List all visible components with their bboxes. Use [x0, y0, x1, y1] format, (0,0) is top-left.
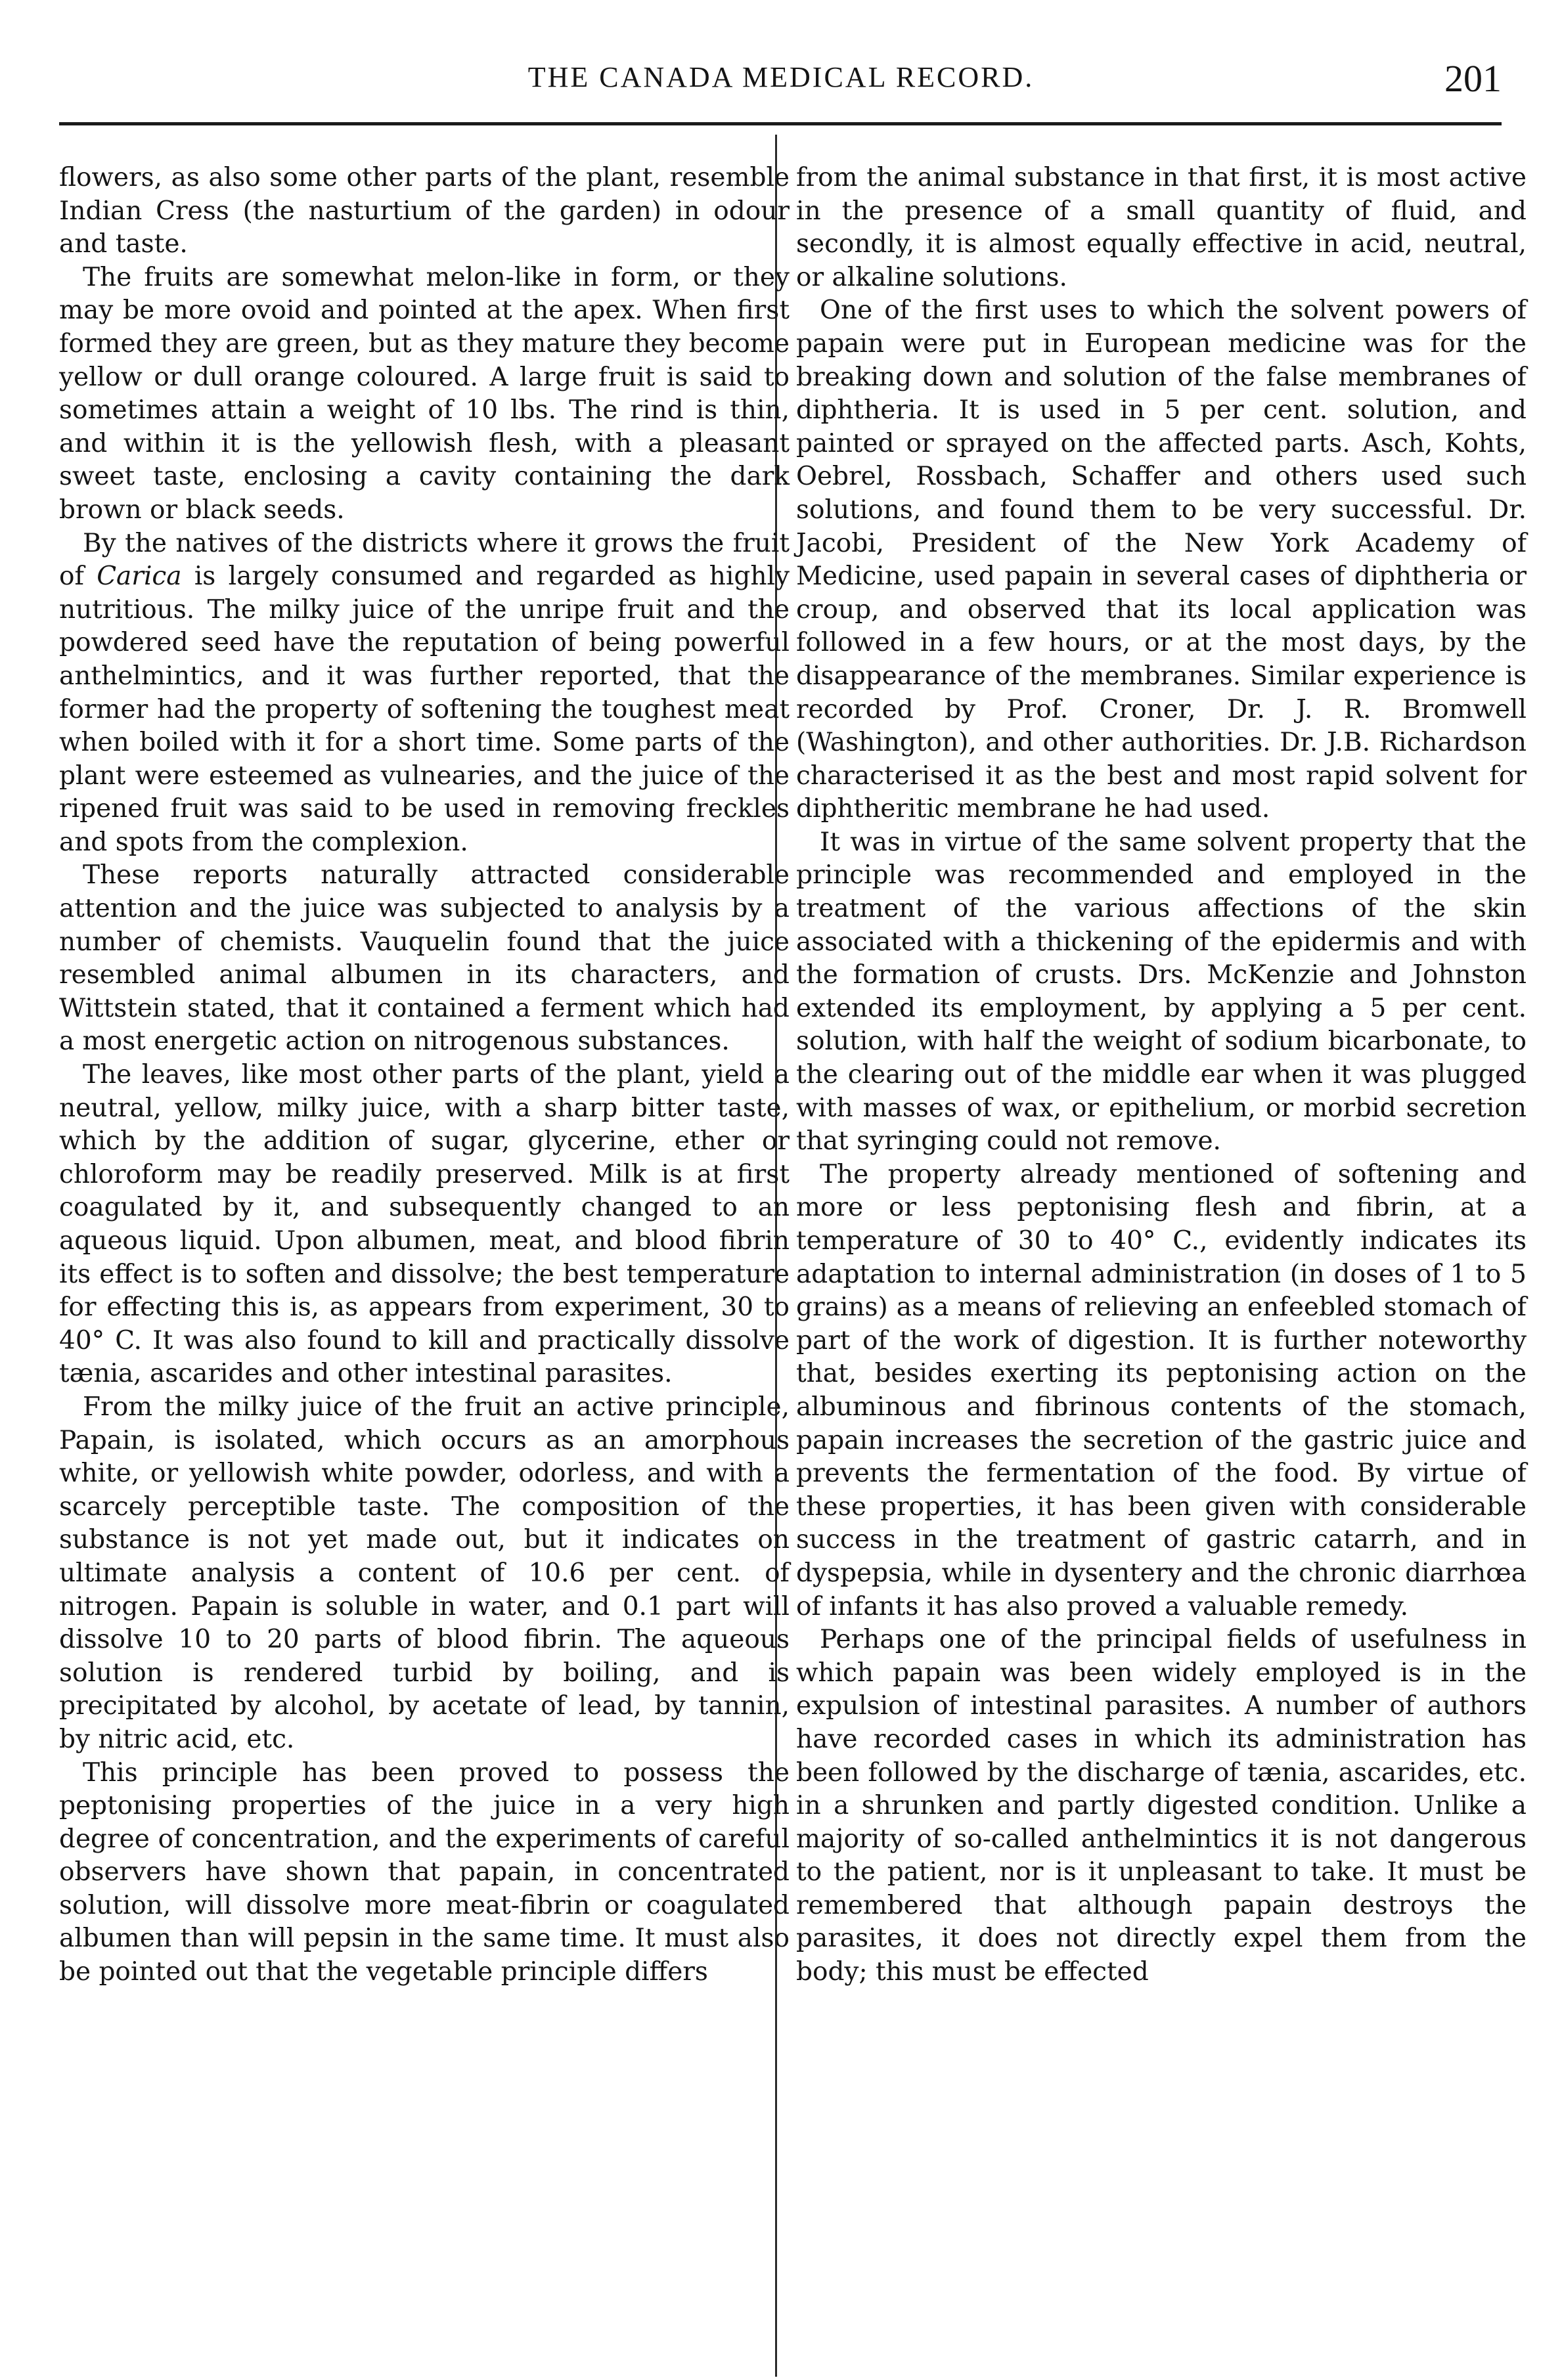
paragraph: By the natives of the districts where it grows the fruit of Carica is largely consumed and regarded as highly nutritious. The milky juice of the unripe fruit and the powdered seed have the reputation of being powerful anthelmintics, and it was further reported, that the former had the property of softening the toughest meat when boiled with it for a short time. Some parts of the plant were esteemed as vulnearies, and the juice of the ripened fruit was said to be used in removing freckles and spots from the complexion.: [59, 528, 790, 857]
paragraph: This principle has been proved to possess the peptonising properties of the juice in a very high degree of concentration, and the experiments of careful observers have shown that papain, in concentrated solution, will dissolve more meat-fibrin or coagulated albumen than will pepsin in the same time. It must also be pointed out that the vegetable principle differs: [59, 1757, 790, 1987]
running-title: THE CANADA MEDICAL RECORD.: [527, 61, 1035, 93]
page-number: 201: [1444, 57, 1502, 100]
paragraph: It was in virtue of the same solvent property that the principle was recommended and employed in the treatment of the various affections of the skin associated with a thickening of the epidermis and with the formation of crusts. Drs. McKenzie and Johnston extended its employment, by applying a 5 per cent. solution, with half the weight of sodium bicarbonate, to the clearing out of the middle ear when it was plugged with masses of wax, or epithelium, or morbid secretion that syringing could not remove.: [796, 827, 1527, 1157]
paragraph: Perhaps one of the principal fields of usefulness in which papain was been widely employed is in the expulsion of intestinal parasites. A number of authors have recorded cases in which its administration has been followed by the discharge of tænia, ascarides, etc. in a shrunken and partly digested condition. Unlike a majority of so-called anthelmintics it is not dangerous to the patient, nor is it unpleasant to take. It must be remembered that although papain destroys the parasites, it does not directly expel them from the body; this must be effected: [796, 1625, 1527, 1987]
paragraph: The property already mentioned of softening and more or less peptonising flesh and fibrin, at a temperature of 30 to 40° C., evidently indicates its adaptation to internal administration (in doses of 1 to 5 grains) as a means of relieving an enfeebled stomach of part of the work of digestion. It is further noteworthy that, besides exerting its peptonising action on the albuminous and fibrinous contents of the stomach, papain increases the secretion of the gastric juice and prevents the fermentation of the food. By virtue of these properties, it has been given with considerable success in the treatment of gastric catarrh, and in dyspepsia, while in dysentery and the chronic diarrhœa of infants it has also proved a valuable remedy.: [796, 1159, 1527, 1621]
left-column: [59, 162, 790, 1989]
right-column: [796, 162, 1527, 1989]
paragraph: From the milky juice of the fruit an active principle, Papain, is isolated, which occurs as an amorphous white, or yellowish white powder, odorless, and with a scarcely perceptible taste. The composition of the substance is not yet made out, but it indicates on ultimate analysis a content of 10.6 per cent. of nitrogen. Papain is soluble in water, and 0.1 part will dissolve 10 to 20 parts of blood fibrin. The aqueous solution is rendered turbid by boiling, and is precipitated by alcohol, by acetate of lead, by tannin, by nitric acid, etc.: [59, 1392, 790, 1754]
paragraph: The fruits are somewhat melon-like in form, or they may be more ovoid and pointed at the apex. When first formed they are green, but as they mature they become yellow or dull orange coloured. A large fruit is said to sometimes attain a weight of 10 lbs. The rind is thin, and within it is the yellowish flesh, with a pleasant sweet taste, enclosing a cavity containing the dark brown or black seeds.: [59, 262, 790, 525]
header-rule: [59, 122, 1502, 125]
paragraph: The leaves, like most other parts of the plant, yield a neutral, yellow, milky juice, with a sharp bitter taste, which by the addition of sugar, glycerine, ether or chloroform may be readily preserved. Milk is at first coagulated by it, and subsequently changed to an aqueous liquid. Upon albumen, meat, and blood fibrin its effect is to soften and dissolve; the best temperature for effecting this is, as appears from experiment, 30 to 40° C. It was also found to kill and practically dissolve tænia, ascarides and other intestinal parasites.: [59, 1060, 790, 1389]
paragraph: flowers, as also some other parts of the plant, resemble Indian Cress (the nasturtium of the garden) in odour and taste.: [59, 163, 790, 259]
paragraph: One of the first uses to which the solvent powers of papain were put in European medicine was for the breaking down and solution of the false membranes of diphtheria. It is used in 5 per cent. solution, and painted or sprayed on the affected parts. Asch, Kohts, Oebrel, Rossbach, Schaffer and others used such solutions, and found them to be very successful. Dr. Jacobi, President of the New York Academy of Medicine, used papain in several cases of diphtheria or croup, and observed that its local application was followed in a few hours, or at the most days, by the disappearance of the membranes. Similar experience is recorded by Prof. Croner, Dr. J. R. Bromwell (Washington), and other authorities. Dr. J.B. Richardson characterised it as the best and most rapid solvent for diphtheritic membrane he had used.: [796, 296, 1527, 824]
page-header: [0, 56, 1562, 116]
genus-name: Carica: [97, 562, 182, 592]
paragraph: These reports naturally attracted considerable attention and the juice was subjected to analysis by a number of chemists. Vauquelin found that the juice resembled animal albumen in its characters, and Wittstein stated, that it contained a ferment which had a most energetic action on nitrogenous substances.: [59, 860, 790, 1057]
paragraph: from the animal substance in that first, it is most active in the presence of a small quantity of fluid, and secondly, it is almost equally effective in acid, neutral, or alkaline solutions.: [796, 163, 1527, 292]
